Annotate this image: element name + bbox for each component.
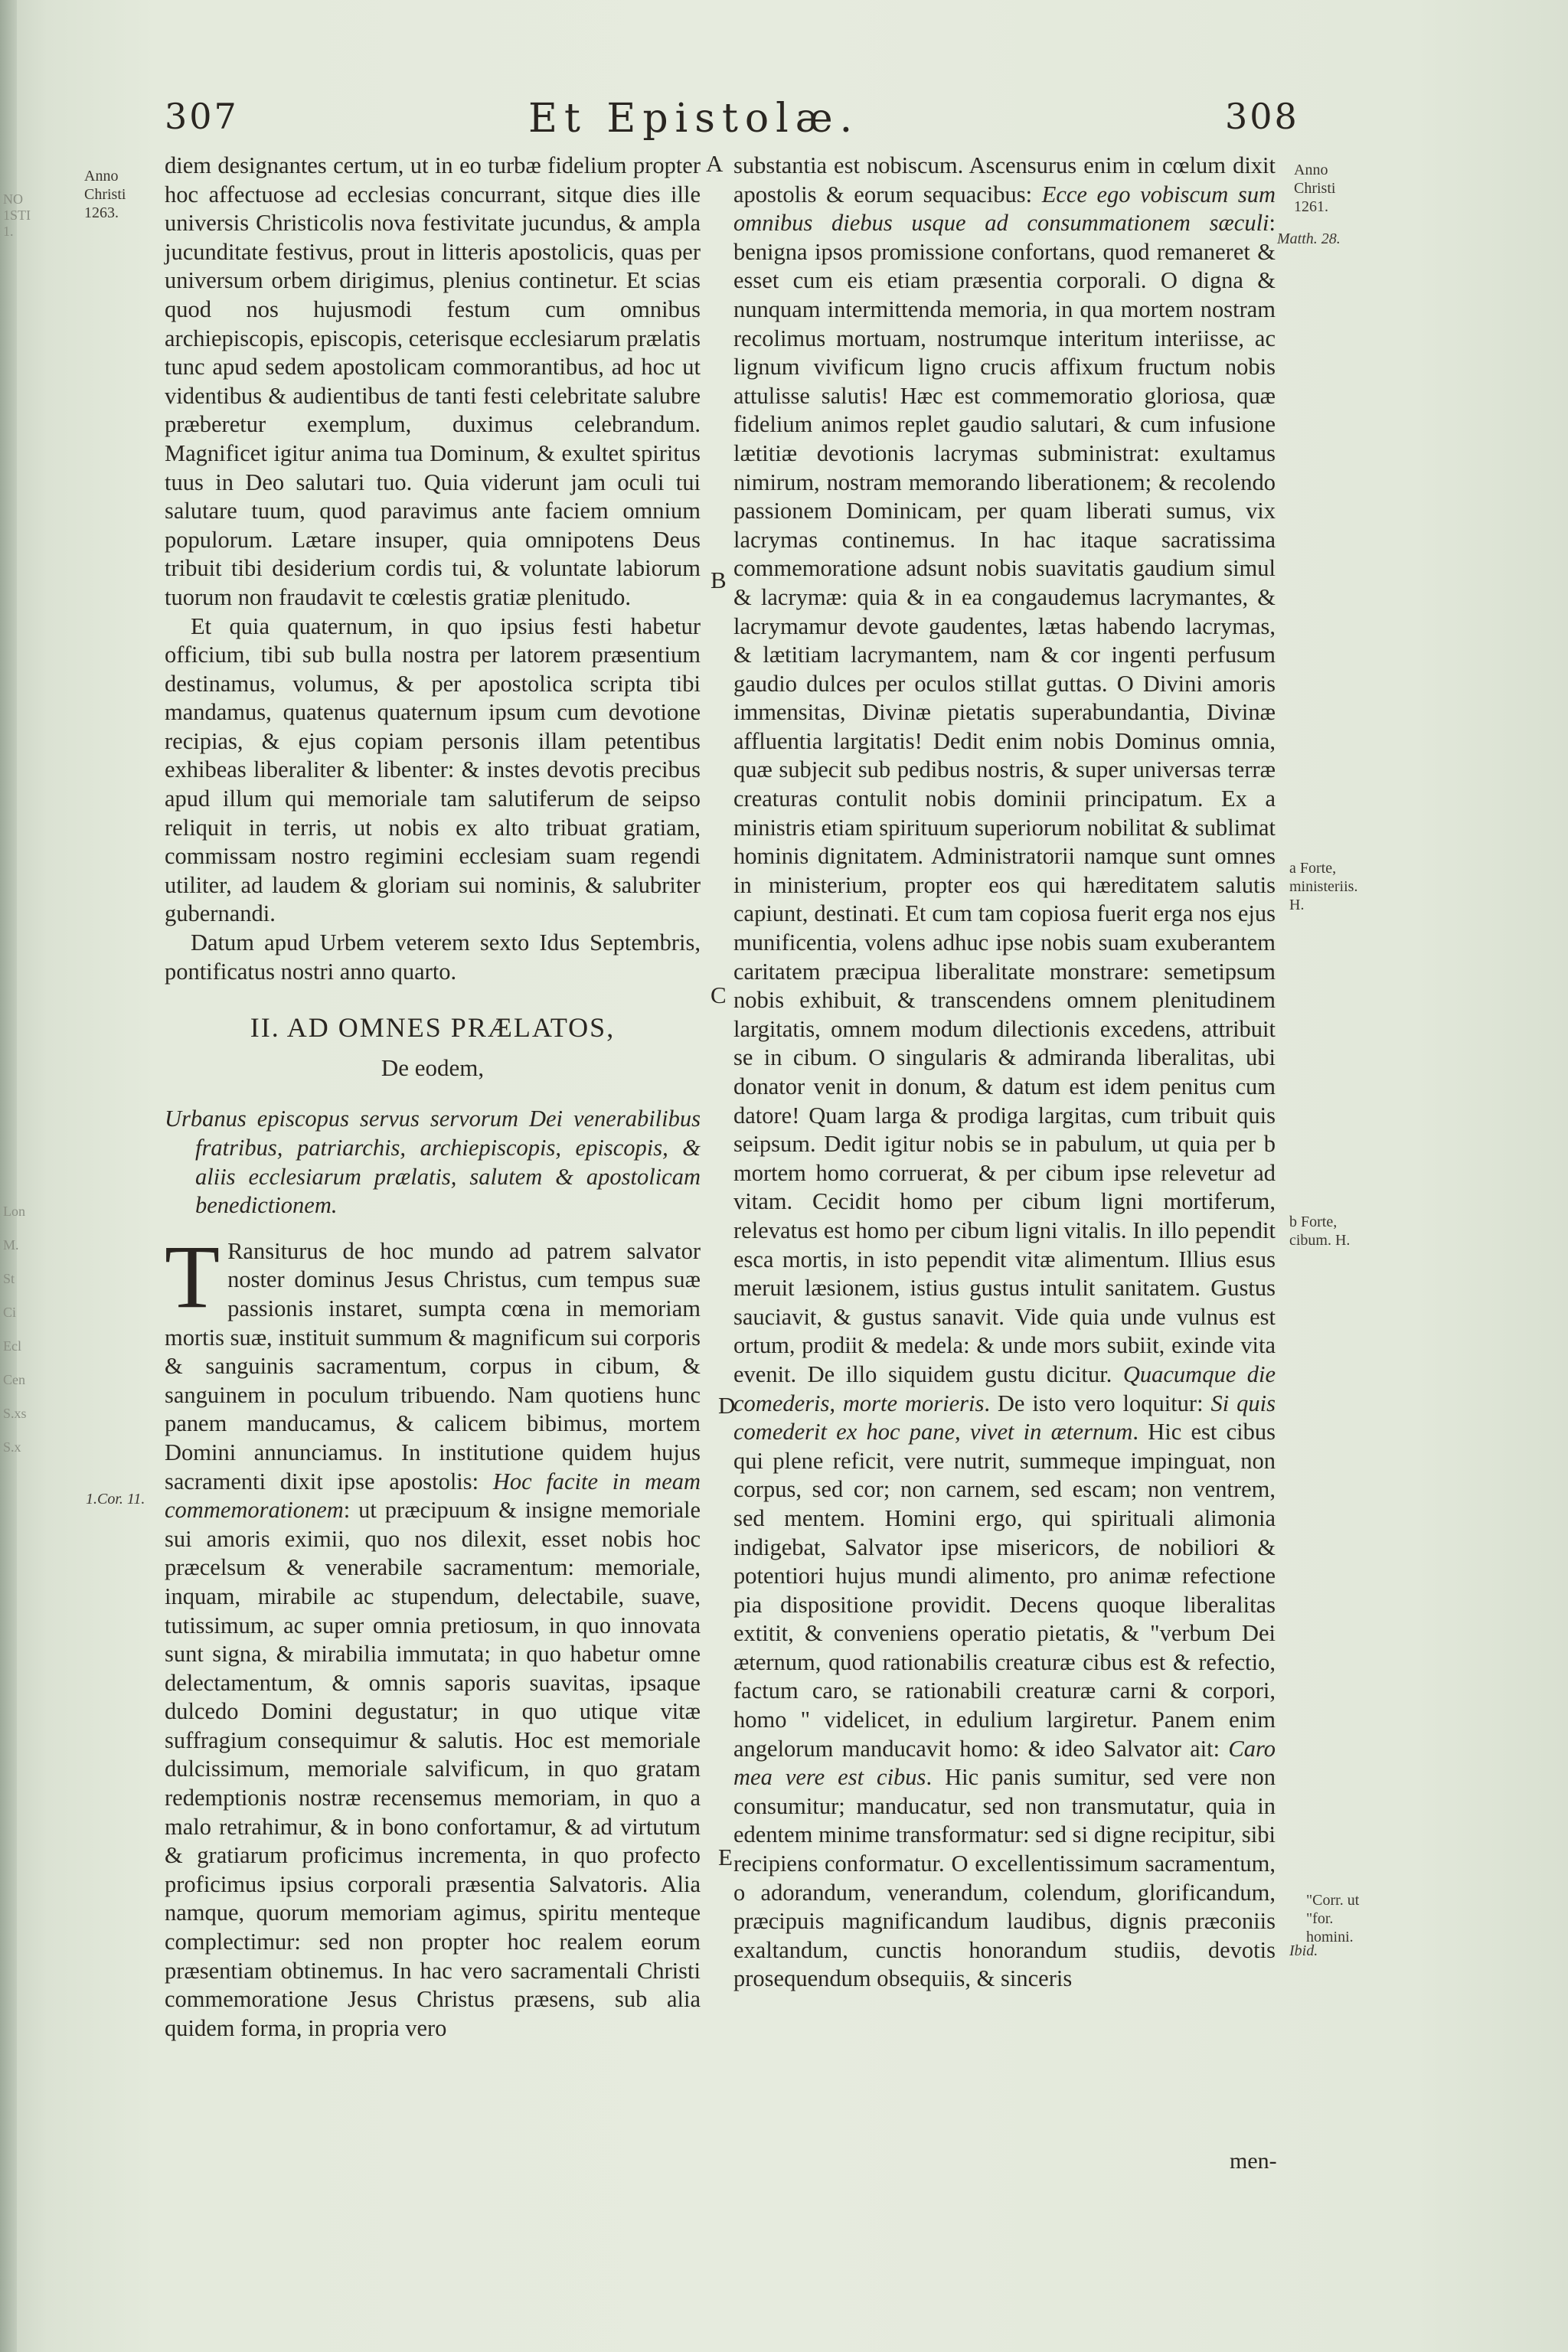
paragraph-2: Et quia quaternum, in quo ipsius festi habetur officium, tibi sub bulla nostra per latorem præsentium destinamus, volumus, & per apostolica scripta tibi mandamus, quatenus quaternum ipsum cum devotione recipias, & ejus copiam personis illam petentibus exhibeas liberaliter & libenter: & instes devotis precibus apud illum qui memoriale tam salutiferum de seipso reliquit in terris, ut nobis ex alto tribuat gratiam, commissam nostro regimini ecclesiam suam regendi utiliter, ad laudem & gloriam sui nominis, & salubriter gubernandi. xyxy=(165,612,701,927)
text-run: : benigna ipsos promissione confortans, quod remaneret & esset cum eis etiam præsentia corporali. O digna & nunquam intermittenda memoria, in qua mortem nostram recolimus mortuam, nostrumque interitum interiisse, ac lignum vivificum ligno crucis affixum fructum nobis attulisse salutis! Hæc est commemoratio gloriosa, quæ fidelium animos replet gaudio salutari, & cum infusione lætitiæ devotionis lacrymas subministrat: exultamus nimirum, nostram memorando liberationem; & recolendo passionem Dominicam, per quam liberati sumus, vix lacrymas continemus. In hac itaque sacratissima commemoratione adsunt nobis suavitatis gaudium simul & lacrymæ: quia & in ea congaudemus lacrymantes, & lacrymamur devote gaudentes, lætas habendo lacrymas, & lætitiam lacrymantem, nam & cor ingenti perfusum gaudio dulces per oculos stillat guttas. O Divini amoris immensitas, Divinæ pietatis superabundantia, Divinæ affluentia largitatis! Dedit enim nobis Dominus omnia, quæ subjecit sub pedibus nostris, & super universas terræ creaturas contulit nobis dominii principatum. Ex a ministris etiam spirituum superiorum nobilitat & sublimat hominis dignitatem. Administratorii namque sunt omnes in ministerium, propter eos qui hæreditatem salutis capiunt, destinati. Et cum tam copiosa fuerit erga nos ejus munificentia, volens adhuc ipse nobis suam exuberantem caritatem præcipua liberalitate monstrare: semetipsum nobis exhibuit, & transcendens omnem plenitudinem largitatis, omnem modum dilectionis excedens, attribuit se in cibum. O singularis & admiranda liberalitas, ubi donator venit in donum, & datum est idem penitus cum datore! Quam larga & prodiga largitas, cum tribuit quis seipsum. Dedit igitur nobis se in pabulum, ut quia per b mortem homo corruerat, & per cibum ipse relevetur ad vitam. Cecidit homo per cibum ligni mortiferum, relevatus est homo per cibum ligni vitalis. In illo pependit esca mortis, in isto pependit vitæ alimentum. Illius esus meruit læsionem, istius gustus intulit sanitatem. Gustus sauciavit, & gustus sanavit. Vide quia unde vulnus est ortum, prodiit & medela: & unde mors subiit, exinde vita evenit. De illo siquidem gustu dicitur. xyxy=(733,210,1276,1387)
drop-cap-letter: T xyxy=(165,1226,220,1327)
text-run: . Hic panis sumitur, sed vere non consumitur; manducatur, sed non transmutatur, quia in edentem minime transformatur: sed si digne recipitur, sibi recipiens conformatur. O excellentissimum sacramentum, o adorandum, venerandum, colendum, glorificandum, præcipuis magnificandum laudibus, dignis præconiis exaltandum, cunctis honorandum studiis, devotis prosequendum obsequiis, & sinceris xyxy=(733,1764,1276,1992)
section-marker-d: D xyxy=(718,1392,736,1419)
catchword: men- xyxy=(1230,2148,1277,2174)
section-marker-b: B xyxy=(710,567,727,593)
quotation-matthew: Ecce ego vobiscum sum omnibus diebus usque ad consummationem sæculi xyxy=(733,181,1276,237)
letter-heading: II. AD OMNES PRÆLATOS, xyxy=(250,1012,616,1044)
adjacent-page-text: NO 1STI 1. xyxy=(3,191,31,239)
margin-reference-ibid: Ibid. xyxy=(1289,1942,1318,1959)
quotation-john: Si quis comederit ex hoc pane, vivet in æternum xyxy=(733,1390,1276,1446)
text-run: . Hic est cibus qui plene reficit, vere nutrit, summeque impinguat, non corpus, sed cor; non carnem, sed escam; non ventrem, sed mentem. Homini ergo, qui spirituali alimonia indigebat, Salvator ipse misericors, de nobiliori & potentiori hujus mundi alimento, pro animæ refectione pia dispositione providit. Decens quoque liberalitas extitit, & conveniens operatio pietatis, & "verbum Dei æternum, quod rationabilis creaturæ cibus est & refectio, factum caro, se rationabili creaturæ carni & corpori, homo " videlicet, in edulium largiretur. Panem enim angelorum manducavit homo: & ideo Salvator ait: xyxy=(733,1419,1276,1762)
letter-subheading: De eodem, xyxy=(381,1054,485,1081)
margin-reference-corinthians: 1.Cor. 11. xyxy=(86,1491,145,1508)
running-title: Et Epistolæ. xyxy=(528,96,860,142)
paragraph-right xyxy=(733,152,1276,1994)
margin-year-right: Anno Christi 1261. xyxy=(1294,162,1336,215)
right-column xyxy=(733,152,1276,1994)
margin-year-left: Anno Christi 1263. xyxy=(84,168,126,221)
margin-note-a: a Forte, ministeriis. H. xyxy=(1289,860,1358,913)
salutation: Urbanus episcopus servus servorum Dei venerabilibus fratribus, patriarchis, archiepiscopis, episcopis, & aliis ecclesiarum prælatis, salutem & apostolicam benedictionem. xyxy=(165,1106,701,1219)
text-run: Ransiturus de hoc mundo ad patrem salvator noster dominus Jesus Christus, cum tempus suæ passionis instaret, sumpta cœna in memoriam mortis suæ, instituit summum & magnificum sui corporis & sanguinis sacramentum, corpus in cibum, & sanguinem in poculum tribuendo. Nam quotiens hunc panem manducamus, & calicem bibimus, mortem Domini annunciamus. In institutione quidem hujus sacramenti dixit ipse apostolis: xyxy=(165,1237,701,1494)
adjacent-page-edge xyxy=(0,0,31,2352)
paragraph-1: diem designantes certum, ut in eo turbæ fidelium propter hoc affectuose ad ecclesias concurrant, sitque dies ille universis Christicolis nova festivitate jucundus, & ampla jucunditate festivus, prout in litteris apostolicis, quas per universum orbem dirigimus, plenius continetur. Et scias quod nos hujusmodi festum cum omnibus archiepiscopis, episcopis, ceterisque ecclesiarum prælatis tunc apud sedem apostolicam commorantibus, ad hoc ut videntibus & audientibus de tanti festi celebritate salubre præberetur exemplum, duximus celebrandum. Magnificet igitur anima tua Dominum, & exultet spiritus tuus in Deo salutari tuo. Quia viderunt jam oculi tui salutare tuum, quod paravimus ante faciem omnium populorum. Lætare insuper, quia omnipotens Deus tribuit tibi desiderium cordis tui, & voluntate labiorum tuorum non fraudavit te cœlestis gratiæ plenitudo. xyxy=(165,152,701,610)
left-column xyxy=(165,152,701,2043)
paragraph-transiturus xyxy=(165,1226,701,2043)
text-run: . De isto vero loquitur: xyxy=(984,1390,1204,1416)
quotation: Hoc facite in meam commemorationem xyxy=(165,1468,701,1524)
margin-note-correction: "Corr. ut "for. homini. xyxy=(1306,1892,1360,1945)
section-marker-c: C xyxy=(710,982,727,1008)
text-run-continued: : ut præcipuum & insigne memoriale sui amoris eximii, quo nos dilexit, esset nobis hoc præcelsum & venerabile sacramentum: memoriale, inquam, mirabile ac stupendum, delectabile, suave, tutissimum, ac super omnia pretiosum, in quo innovata sunt signa, & mirabilia immutata; in quo habetur omne delectamentum, & omnis saporis suavitas, ipsaque dulcedo Domini degustatur; in quo utique vitæ suffragium consequimur & salutis. Hoc est memoriale dulcissimum, memoriale salvificum, in quo gratam redemptionis nostræ recensemus memoriam, in quo a malo retrahimur, & in bono confortamur, & ad virtutum & gratiarum proficimus incrementa, in quo profecto proficimus ipsius corporali præsentia Salvatoris. Alia namque, quorum memoriam agimus, spiritu menteque complectimur: sed non propter hoc realem eorum præsentiam obtinemus. In hac vero sacramentali Christi commemoratione Jesus Christus præsens, sub alia quidem forma, in propria vero xyxy=(165,1497,701,2041)
margin-reference-matthew: Matth. 28. xyxy=(1277,230,1341,247)
section-marker-e: E xyxy=(718,1844,733,1870)
page-number-right: 308 xyxy=(1225,96,1299,137)
quotation-caro: Caro mea vere est cibus xyxy=(733,1735,1276,1791)
adjacent-page-text-lower: Lon M. St Ci Ecl Cen S.xs S.x xyxy=(3,1204,27,1455)
text-run: substantia est nobiscum. Ascensurus enim in cœlum dixit apostolis & eorum sequacibus: xyxy=(733,152,1276,207)
page-number-left: 307 xyxy=(165,96,239,137)
date-line: Datum apud Urbem veterem sexto Idus Septembris, pontificatus nostri anno quarto. xyxy=(165,929,701,985)
margin-note-b: b Forte, cibum. H. xyxy=(1289,1214,1351,1249)
section-marker-a: A xyxy=(706,150,724,177)
quotation-genesis: Quacumque die comederis, morte morieris xyxy=(733,1361,1276,1416)
